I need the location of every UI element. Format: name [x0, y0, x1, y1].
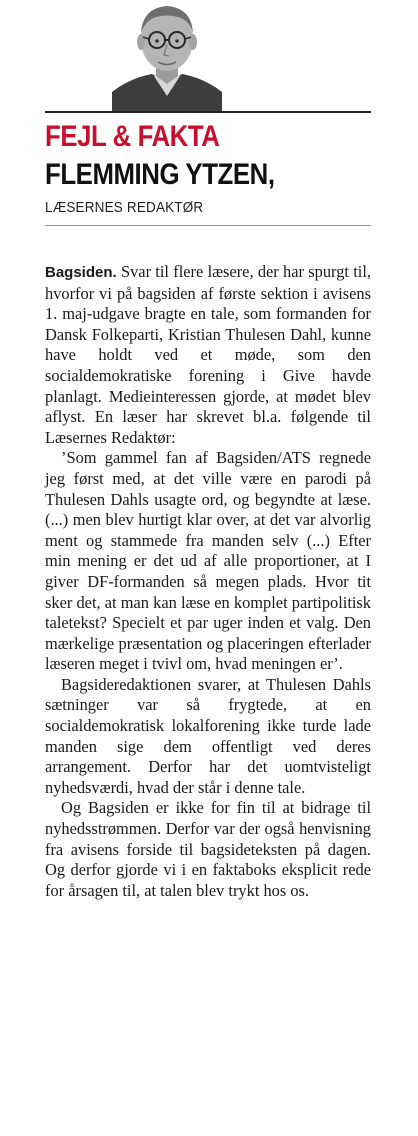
- author-role: LÆSERNES REDAKTØR: [45, 199, 204, 216]
- article-paragraph: Bagsideredaktionen svarer, at Thulesen Dahls sætninger var så frygtede, at en socialdemokratisk lokalforening ikke turde lade manden sige dem offentligt ved deres arrangement. Derfor har det uomtvisteligt nyhedsværdi, hvad der står i denne tale.: [45, 674, 371, 797]
- article-paragraph: ’Som gammel fan af Bagsiden/ATS regnede jeg først med, at det ville være en parodi på Thulesen Dahls usagte ord, og begyndte at læse. (...) men blev hurtigt klar over, at det var alvorlig ment og stammede fra manden selv (...) Efter min mening er det ud af alle proportioner, at I giver DF-formanden så megen plads. Hvor tit sker det, at man kan læse en komplet partipolitisk taletekst? Specielt et par uger inden et valg. Den mærkelige præsentation og placeringen efterlader læseren meget i tvivl om, hvad meningen er’.: [45, 448, 371, 674]
- header-bottom-rule: [45, 225, 371, 226]
- header-top-rule: [45, 111, 371, 113]
- article-paragraph: [45, 262, 371, 448]
- author-photo-icon: [112, 0, 222, 112]
- column-kicker: FEJL & FAKTA: [45, 120, 220, 153]
- author-name: FLEMMING YTZEN,: [45, 158, 275, 191]
- author-photo: [112, 0, 222, 112]
- article-paragraph: Og Bagsiden er ikke for fin til at bidrage til nyhedsstrømmen. Derfor var der også henvisning fra avisens forside til bagsideteksten på dagen. Og derfor gjorde vi i en faktaboks eksplicit rede for årsagen til, at talen blev trykt hos os.: [45, 798, 371, 900]
- article-lead: Bagsiden.: [45, 264, 117, 281]
- article-body: [45, 262, 371, 901]
- article-paragraph-text: Svar til flere læsere, der har spurgt til, hvorfor vi på bagsiden af første sektion i avisens 1. maj-udgave bragte en tale, som formanden for Dansk Folkeparti, Kristian Thulesen Dahl, kunne have holdt ved et møde, som den socialdemokratiske forening i Give havde planlagt. Medieinteressen gjorde, at mødet blev aflyst. En læser har skrevet bl.a. følgende til Læsernes Redaktør:: [45, 262, 371, 447]
